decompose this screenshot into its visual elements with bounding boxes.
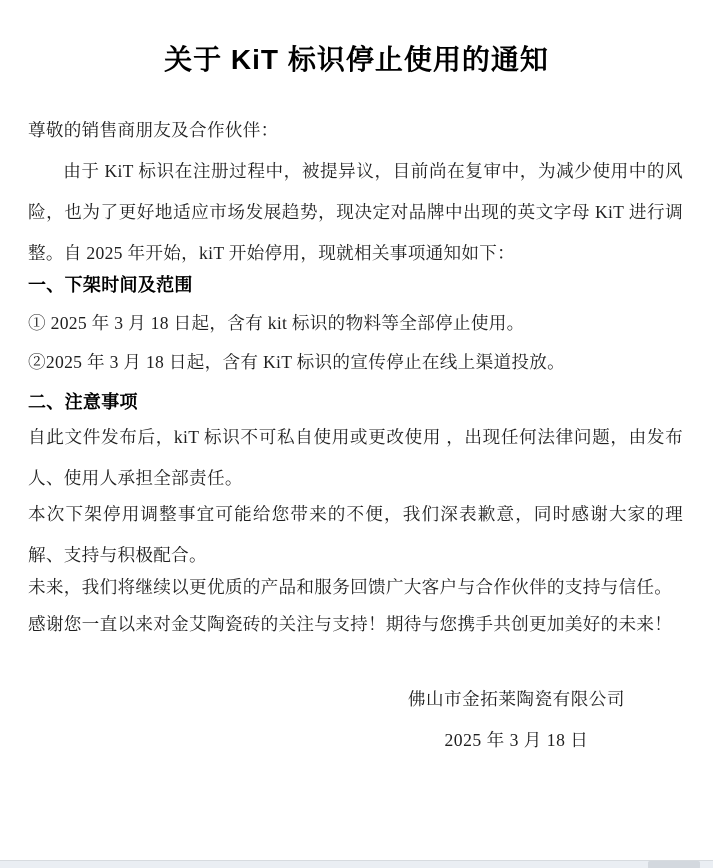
section-1-heading: 一、下架时间及范围: [28, 275, 193, 295]
document-title: 关于 KiT 标识停止使用的通知: [164, 44, 549, 75]
greeting-line: 尊敬的销售商朋友及合作伙伴：: [28, 120, 279, 140]
horizontal-scrollbar[interactable]: [0, 860, 713, 868]
section-2-paragraph-3: 未来，我们将继续以更优质的产品和服务回馈广大客户与合作伙伴的支持与信任。: [28, 577, 673, 597]
section-2-paragraph-4: 感谢您一直以来对金艾陶瓷砖的关注与支持！期待与您携手共创更加美好的未来！: [28, 614, 673, 634]
signature-date: 2025 年 3 月 18 日: [444, 730, 589, 750]
section-2-paragraph-2: 本次下架停用调整事宜可能给您带来的不便，我们深表歉意，同时感谢大家的理解、支持与积极配合。: [28, 504, 683, 565]
section-1-item-2: ②2025 年 3 月 18 日起，含有 KiT 标识的宣传停止在线上渠道投放。: [28, 352, 566, 372]
signature-block: [408, 679, 625, 761]
intro-paragraph: 由于 KiT 标识在注册过程中，被提异议，目前尚在复审中，为减少使用中的风险，也为了更好地适应市场发展趋势，现决定对品牌中出现的英文字母 KiT 进行调整。自 2025 年开始，kiT 开始停用，现就相关事项通知如下：: [28, 161, 683, 263]
section-2-heading: 二、注意事项: [28, 392, 138, 412]
section-1-item-1: ① 2025 年 3 月 18 日起，含有 kit 标识的物料等全部停止使用。: [28, 313, 525, 333]
signature-company: 佛山市金拓莱陶瓷有限公司: [407, 689, 625, 709]
section-2-paragraph-1: 自此文件发布后，kiT 标识不可私自使用或更改使用 ，出现任何法律问题，由发布人、使用人承担全部责任。: [28, 427, 683, 488]
horizontal-scrollbar-thumb[interactable]: [648, 861, 700, 868]
